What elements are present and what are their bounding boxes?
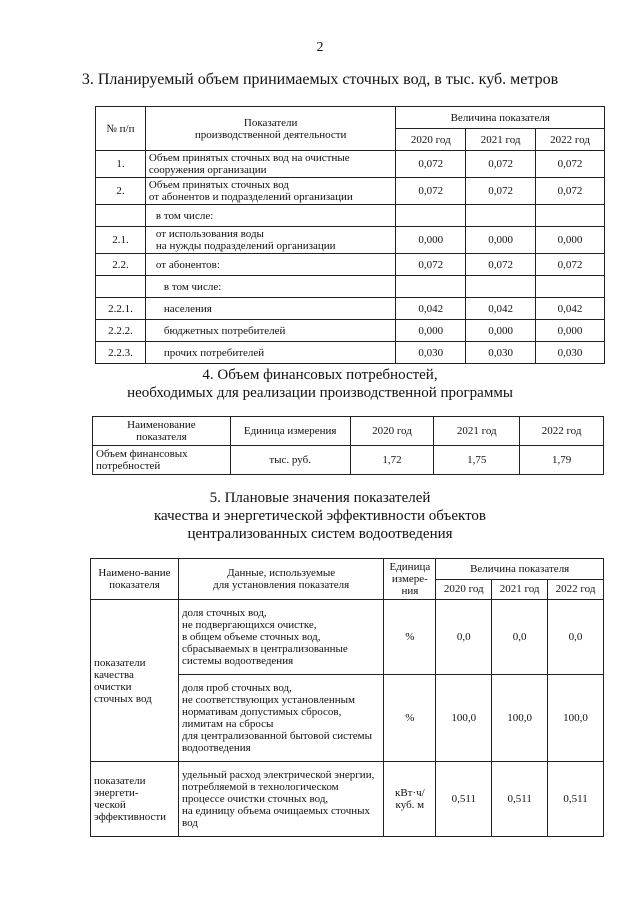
row-value: 0,042 (536, 298, 605, 320)
row-num: 2.2.1. (96, 298, 146, 320)
section5-title-line2: качества и энергетической эффективности объектов (153, 508, 487, 524)
row-value: 100,0 (436, 675, 492, 762)
table-row (96, 254, 605, 276)
table-header-row (96, 107, 605, 129)
row-value: 0,072 (536, 254, 605, 276)
header-name: Наимено-вание показателя (91, 559, 179, 600)
row-name: Объем принятых сточных вод от абонентов и подразделений организации (145, 178, 395, 205)
row-value (466, 205, 536, 227)
row-value (536, 205, 605, 227)
row-value (536, 276, 605, 298)
table-row (96, 298, 605, 320)
row-value: 0,000 (536, 320, 605, 342)
row-value: 0,030 (396, 342, 466, 364)
row-value: 0,072 (466, 254, 536, 276)
row-name: Объем принятых сточных вод на очистные сооружения организации (145, 151, 395, 178)
row-unit: тыс. руб. (230, 446, 350, 475)
table-header-row (93, 417, 604, 446)
row-value: 1,72 (350, 446, 434, 475)
table-row (96, 276, 605, 298)
row-value (396, 205, 466, 227)
header-year: 2022 год (548, 579, 604, 600)
row-value: 0,072 (396, 178, 466, 205)
row-value: 0,0 (548, 600, 604, 675)
row-value: 0,000 (466, 320, 536, 342)
row-value: 0,072 (396, 254, 466, 276)
header-year: 2020 год (350, 417, 434, 446)
row-name: Объем финансовых потребностей (93, 446, 231, 475)
group-energy: показатели энергети- ческой эффективности (91, 762, 179, 837)
row-value: 0,072 (536, 151, 605, 178)
header-year: 2022 год (536, 129, 605, 151)
row-value: 0,000 (466, 227, 536, 254)
row-num: 2.1. (96, 227, 146, 254)
row-value: 100,0 (492, 675, 548, 762)
row-value: 0,072 (396, 151, 466, 178)
header-year: 2020 год (436, 579, 492, 600)
row-data: удельный расход электрической энергии, потребляемой в технологическом процессе очистки сточных вод, на единицу объема очищаемых сточных вод (178, 762, 383, 837)
section3-title: 3. Планируемый объем принимаемых сточных вод, в тыс. куб. метров (81, 71, 559, 88)
row-value: 0,000 (396, 320, 466, 342)
page-number: 2 (316, 40, 324, 55)
row-unit: % (384, 675, 436, 762)
row-name: населения (145, 298, 395, 320)
row-value: 0,072 (466, 178, 536, 205)
row-value: 0,042 (396, 298, 466, 320)
table-row (96, 151, 605, 178)
row-num (96, 205, 146, 227)
section5-table (90, 558, 604, 837)
section5-title-line3: централизованных систем водоотведения (187, 526, 453, 542)
table-row (96, 227, 605, 254)
table-row (96, 320, 605, 342)
header-year: 2021 год (466, 129, 536, 151)
row-name: в том числе: (145, 205, 395, 227)
table-row (91, 762, 604, 837)
row-value: 0,0 (492, 600, 548, 675)
row-value: 0,042 (466, 298, 536, 320)
section4-title-line2: необходимых для реализации производственной программы (127, 385, 513, 401)
header-num: № п/п (96, 107, 146, 151)
table-row (93, 446, 604, 475)
row-value: 1,79 (520, 446, 604, 475)
header-value: Величина показателя (436, 559, 604, 580)
row-value: 0,030 (466, 342, 536, 364)
row-value: 1,75 (434, 446, 520, 475)
row-value: 0,072 (466, 151, 536, 178)
row-num: 2.2.3. (96, 342, 146, 364)
row-name: бюджетных потребителей (145, 320, 395, 342)
row-value: 0,000 (536, 227, 605, 254)
row-value (466, 276, 536, 298)
row-value: 0,511 (436, 762, 492, 837)
row-value: 0,511 (492, 762, 548, 837)
row-num (96, 276, 146, 298)
header-year: 2021 год (434, 417, 520, 446)
table-row (96, 178, 605, 205)
section5-title-line1: 5. Плановые значения показателей (209, 490, 431, 506)
row-value: 0,072 (536, 178, 605, 205)
section4-title-line1: 4. Объем финансовых потребностей, (202, 367, 438, 383)
header-unit: Единица измерения (230, 417, 350, 446)
row-value: 0,000 (396, 227, 466, 254)
row-name: в том числе: (145, 276, 395, 298)
row-num: 1. (96, 151, 146, 178)
table-row (96, 205, 605, 227)
header-year: 2021 год (492, 579, 548, 600)
row-name: прочих потребителей (145, 342, 395, 364)
row-name: от использования воды на нужды подразделений организации (145, 227, 395, 254)
table-row (96, 342, 605, 364)
header-year: 2020 год (396, 129, 466, 151)
header-value: Величина показателя (396, 107, 605, 129)
section4-table (92, 416, 604, 475)
header-unit: Единица измере- ния (384, 559, 436, 600)
row-num: 2. (96, 178, 146, 205)
row-unit: кВт·ч/ куб. м (384, 762, 436, 837)
header-name: Наименование показателя (93, 417, 231, 446)
row-data: доля проб сточных вод, не соответствующих установленным нормативам допустимых сбросов, лимитам на сбросы для централизованной бытовой системы водоотведения (178, 675, 383, 762)
row-name: от абонентов: (145, 254, 395, 276)
table-header-row (91, 559, 604, 580)
row-value (396, 276, 466, 298)
row-value: 100,0 (548, 675, 604, 762)
row-num: 2.2.2. (96, 320, 146, 342)
row-value: 0,030 (536, 342, 605, 364)
row-data: доля сточных вод, не подвергающихся очистке, в общем объеме сточных вод, сбрасываемых в централизованные системы водоотведения (178, 600, 383, 675)
header-year: 2022 год (520, 417, 604, 446)
section3-table (95, 106, 605, 364)
header-indicators: Показатели производственной деятельности (145, 107, 395, 151)
row-value: 0,0 (436, 600, 492, 675)
group-quality: показатели качества очистки сточных вод (91, 600, 179, 762)
row-num: 2.2. (96, 254, 146, 276)
row-unit: % (384, 600, 436, 675)
table-row (91, 600, 604, 675)
header-data: Данные, используемые для установления показателя (178, 559, 383, 600)
row-value: 0,511 (548, 762, 604, 837)
